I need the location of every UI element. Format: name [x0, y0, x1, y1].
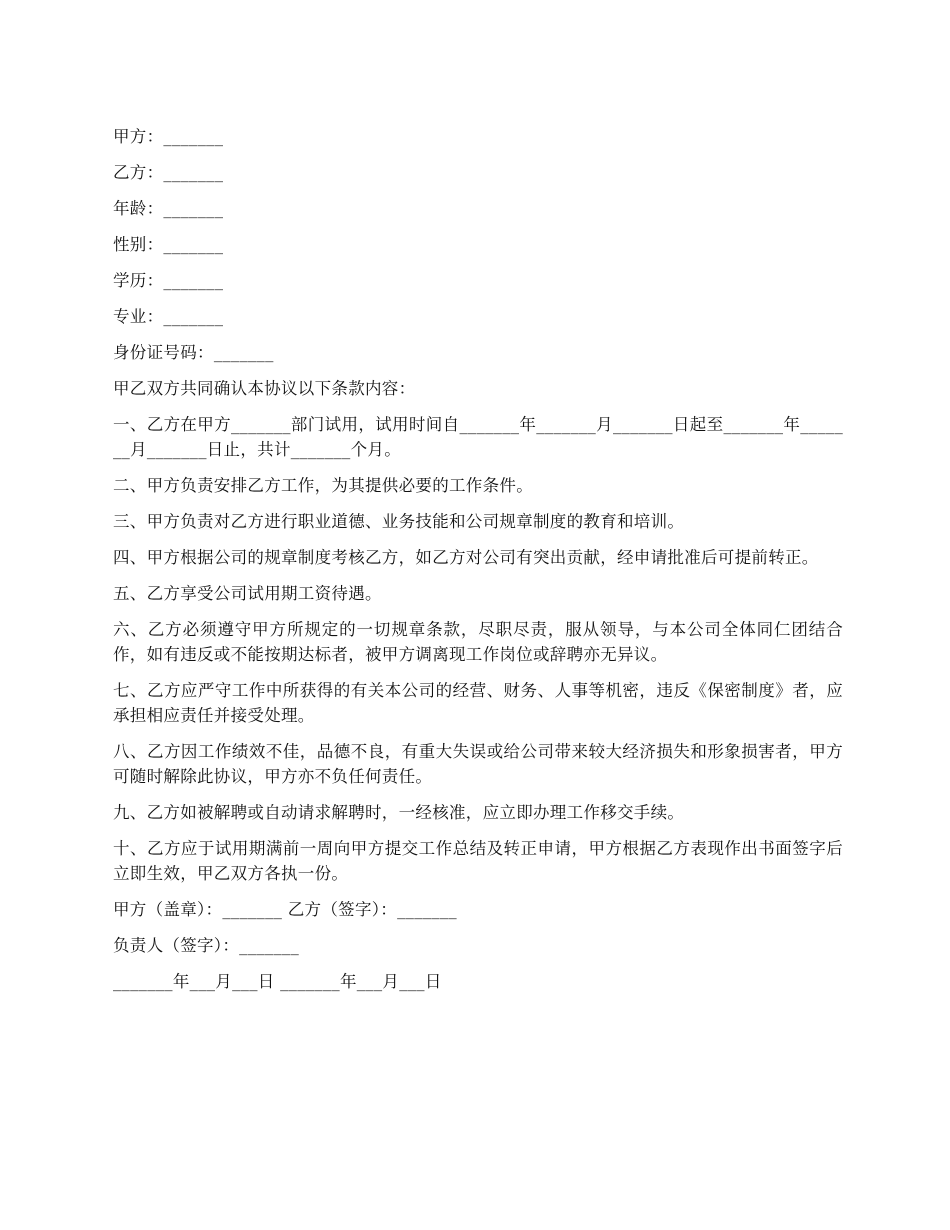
- field-id-number-label: 身份证号码：: [113, 343, 214, 362]
- field-id-number: [113, 340, 843, 365]
- field-party-a: [113, 124, 843, 149]
- clause-4: 四、甲方根据公司的规章制度考核乙方，如乙方对公司有突出贡献，经申请批准后可提前转正。: [113, 548, 819, 567]
- clause-10: 十、乙方应于试用期满前一周向甲方提交工作总结及转正申请，甲方根据乙方表现作出书面签字后立即生效，甲乙双方各执一份。: [113, 839, 843, 883]
- field-education-label: 学历：: [113, 271, 164, 290]
- field-gender: [113, 232, 843, 257]
- clause-2: 二、甲方负责安排乙方工作，为其提供必要的工作条件。: [113, 476, 533, 495]
- clause-7: 七、乙方应严守工作中所获得的有关本公司的经营、财务、人事等机密，违反《保密制度》者，应承担相应责任并接受处理。: [113, 681, 843, 725]
- clause-6: 六、乙方必须遵守甲方所规定的一切规章条款，尽职尽责，服从领导，与本公司全体同仁团结合作，如有违反或不能按期达标者，被甲方调离现工作岗位或辞聘亦无异议。: [113, 620, 843, 664]
- clause-3: 三、甲方负责对乙方进行职业道德、业务技能和公司规章制度的教育和培训。: [113, 512, 685, 531]
- clause-9: 九、乙方如被解聘或自动请求解聘时，一经核准，应立即办理工作移交手续。: [113, 803, 685, 822]
- field-gender-blank: _______: [163, 235, 224, 254]
- intro-text: 甲乙双方共同确认本协议以下条款内容：: [113, 379, 416, 398]
- field-major-label: 专业：: [113, 307, 164, 326]
- field-education-blank: _______: [163, 271, 224, 290]
- field-major: [113, 304, 843, 329]
- signature-line-dates: _______年___月___日 _______年___月___日: [113, 972, 442, 991]
- clause-1: 一、乙方在甲方_______部门试用，试用时间自_______年_______月_______日起至_______年_______月_______日止，共计_______个月。: [113, 415, 843, 459]
- clause-5: 五、乙方享受公司试用期工资待遇。: [113, 584, 382, 603]
- field-party-b: [113, 160, 843, 185]
- field-age-label: 年龄：: [113, 199, 164, 218]
- field-education: [113, 268, 843, 293]
- clause-8: 八、乙方因工作绩效不佳，品德不良，有重大失误或给公司带来较大经济损失和形象损害者，甲方可随时解除此协议，甲方亦不负任何责任。: [113, 742, 843, 786]
- field-party-a-blank: _______: [163, 127, 224, 146]
- document-body: [113, 124, 843, 1005]
- signature-line-parties: 甲方（盖章）：_______ 乙方（签字）：_______: [113, 900, 457, 919]
- field-party-a-label: 甲方：: [113, 127, 164, 146]
- field-major-blank: _______: [163, 307, 224, 326]
- field-gender-label: 性别：: [113, 235, 164, 254]
- field-id-number-blank: _______: [213, 343, 274, 362]
- field-party-b-blank: _______: [163, 163, 224, 182]
- signature-line-responsible: 负责人（签字）：_______: [113, 936, 299, 955]
- field-age-blank: _______: [163, 199, 224, 218]
- field-party-b-label: 乙方：: [113, 163, 164, 182]
- field-age: [113, 196, 843, 221]
